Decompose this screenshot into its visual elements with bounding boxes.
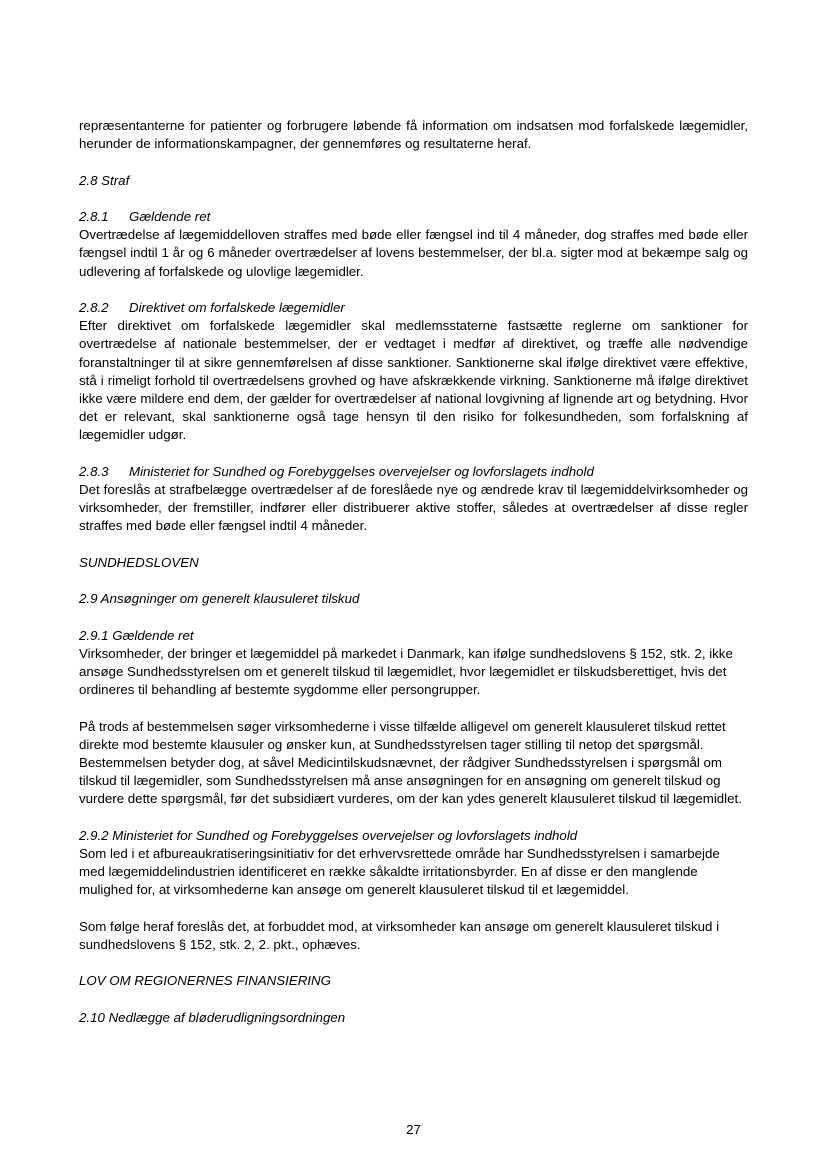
intro-paragraph: repræsentanterne for patienter og forbrugere løbende få information om indsatsen mod forfalskede lægemidler, herunder de informationskampagner, der gennemføres og resultaterne heraf. <box>79 118 748 152</box>
heading-2-8-2 <box>79 299 748 317</box>
paragraph-2-8-2: Efter direktivet om forfalskede lægemidler skal medlemsstaterne fastsætte reglerne om sanktioner for overtrædelse af nationale bestemmelser, der er vedtaget i medfør af direktivet, og træffe alle nødvendige foranstaltninger til at sikre gennemførelsen af disse sanktioner. Sanktionerne skal ifølge direktivet være effektive, stå i rimeligt forhold til overtrædelsens grovhed og have afskrækkende virkning. Sanktionerne må ifølge direktivet ikke være mildere end dem, der gælder for overtrædelser af national lovgivning af lignende art og betydning. Hvor det er relevant, skal sanktionerne også tage hensyn til den risiko for folkesundheden, som forfalskning af lægemidler udgør. <box>79 318 748 443</box>
heading-title: Ministeriet for Sundhed og Forebyggelses overvejelser og lovforslagets indhold <box>129 463 594 479</box>
paragraph-2-9-2-a: Som led i et afbureaukratiseringsinitiativ for det erhvervsrettede område har Sundhedsstyrelsen i samarbejde med lægemiddelindustrien identificeret en række såkaldte irritationsbyrder. En af disse er den manglende mulighed for, at virksomhederne kan ansøge om generelt klausuleret tilskud til et lægemiddel. <box>79 845 720 898</box>
heading-title: Gældende ret <box>129 208 211 224</box>
heading-title: Direktivet om forfalskede lægemidler <box>129 299 345 315</box>
heading-2-9-2: 2.9.2 Ministeriet for Sundhed og Forebyggelses overvejelser og lovforslagets indhold <box>79 827 578 843</box>
heading-lov-regionernes-finansiering: LOV OM REGIONERNES FINANSIERING <box>79 973 331 989</box>
heading-2-8-3 <box>79 463 748 481</box>
heading-number: 2.8.1 <box>79 208 109 224</box>
paragraph-2-8-3: Det foreslås at strafbelægge overtrædelser af de foreslåede nye og ændrede krav til lægemiddelvirksomheder og virksomheder, der fremstiller, indfører eller distribuerer aktive stoffer, således at overtrædelser af disse regler straffes med bøde eller fængsel indtil 4 måneder. <box>79 482 748 534</box>
heading-number: 2.8.3 <box>79 463 109 479</box>
document-body <box>79 117 748 1027</box>
page-number: 27 <box>406 1122 421 1137</box>
heading-2-8-1 <box>79 208 748 226</box>
paragraph-2-8-1: Overtrædelse af lægemiddelloven straffes med bøde eller fængsel ind til 4 måneder, dog straffes med bøde eller fængsel indtil 1 år og 6 måneder overtrædelser af lovens bestemmelser, der bl.a. sigter mod at bekæmpe salg og udlevering af forfalskede og ulovlige lægemidler. <box>79 227 748 279</box>
heading-2-8: 2.8 Straf <box>79 172 130 188</box>
paragraph-2-9-1-a: Virksomheder, der bringer et lægemiddel på markedet i Danmark, kan ifølge sundhedslovens § 152, stk. 2, ikke ansøge Sundhedsstyrelsen om et generelt tilskud til lægemidlet, hvor lægemidlet er tilskudsberettiget, hvis det ordineres til behandling af bestemte sygdomme eller persongrupper. <box>79 645 733 698</box>
heading-2-9: 2.9 Ansøgninger om generelt klausuleret tilskud <box>79 591 360 607</box>
heading-sundhedsloven: SUNDHEDSLOVEN <box>79 554 199 570</box>
heading-number: 2.8.2 <box>79 299 109 315</box>
heading-2-9-1: 2.9.1 Gældende ret <box>79 627 194 643</box>
paragraph-2-9-1-b: På trods af bestemmelsen søger virksomhederne i visse tilfælde alligevel om generelt klausuleret tilskud rettet direkte mod bestemte klausuler og ønsker kun, at Sundhedsstyrelsen tager stilling til netop det spørgsmål. Bestemmelsen betyder dog, at såvel Medicintilskudsnævnet, der rådgiver Sundhedsstyrelsen i spørgsmål om tilskud til lægemidler, som Sundhedsstyrelsen må anse ansøgningen for en ansøgning om generelt tilskud og vurdere dette spørgsmål, før det subsidiært vurderes, om der kan ydes generelt klausuleret tilskud til lægemidlet. <box>79 718 742 807</box>
paragraph-2-9-2-b: Som følge heraf foreslås det, at forbuddet mod, at virksomheder kan ansøge om generelt klausuleret tilskud i sundhedslovens § 152, stk. 2, 2. pkt., ophæves. <box>79 918 720 952</box>
heading-2-10: 2.10 Nedlægge af bløderudligningsordningen <box>79 1009 346 1025</box>
